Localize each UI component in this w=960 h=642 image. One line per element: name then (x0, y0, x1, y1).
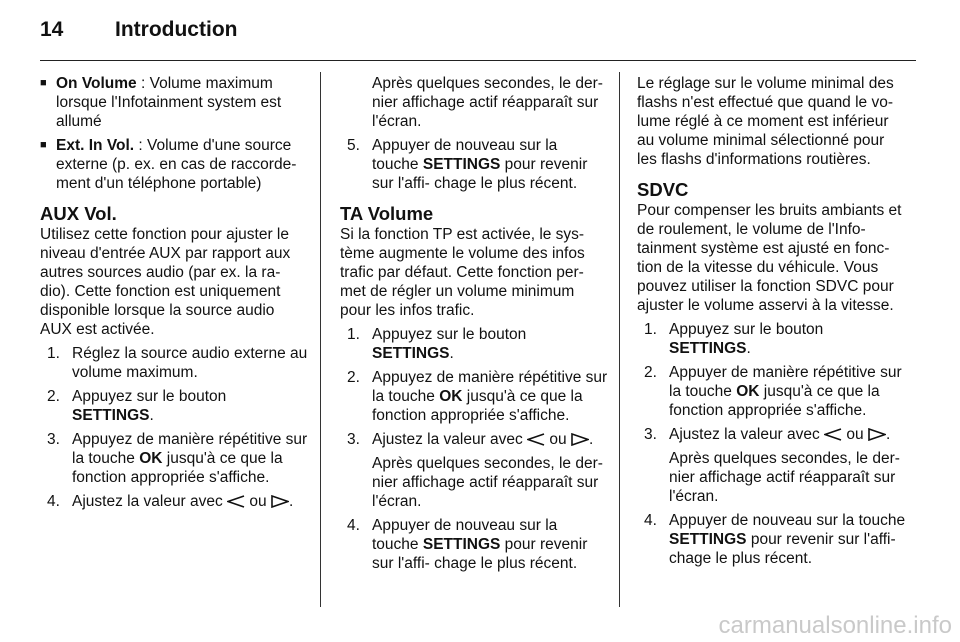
step-number: 1. (347, 326, 360, 343)
step-number: 1. (47, 345, 60, 362)
column-3 (637, 74, 907, 568)
paragraph: Après quelques secondes, le der- nier affichage actif réapparaît sur l'écran. (669, 450, 900, 505)
term: Ext. In Vol. (56, 137, 135, 154)
button-name: OK (736, 383, 760, 400)
step-text: pour revenir sur l'affi- chage le plus récent. (372, 156, 588, 192)
step-number: 2. (347, 369, 360, 386)
step-text: Appuyez sur le bouton (72, 388, 227, 405)
button-name: SETTINGS (72, 407, 150, 424)
step-text: Appuyez de manière répétitive sur la touche (72, 431, 308, 467)
left-triangle-icon (227, 495, 245, 508)
step-text: pour revenir sur l'affi- chage le plus récent. (669, 531, 896, 567)
step-text: Appuyez de manière répétitive sur la touche (372, 369, 608, 405)
section-heading: SDVC (637, 179, 689, 200)
step-text: . (449, 345, 454, 362)
step-text: Ajustez la valeur avec (669, 426, 825, 443)
page-number: 14 (40, 18, 64, 41)
column-2 (340, 74, 608, 573)
button-name: SETTINGS (669, 340, 747, 357)
list-item (347, 430, 608, 449)
step-number: 3. (644, 426, 657, 443)
step-text: Appuyer de nouveau sur la touche (372, 137, 558, 173)
list-item (644, 425, 907, 444)
bullet-square-icon: ■ (40, 139, 47, 151)
list-item (347, 325, 608, 363)
button-name: SETTINGS (422, 536, 501, 553)
step-number: 1. (644, 321, 657, 338)
column-divider (320, 72, 321, 607)
step-text: Appuyez sur le bouton (669, 321, 824, 338)
step-text: Appuyer de nouveau sur la touche (372, 517, 558, 553)
right-triangle-icon (571, 433, 589, 446)
list-item (47, 492, 308, 511)
bullet-item (40, 136, 308, 193)
bullet-text: : Volume maximum lorsque l'Infotainment system est allumé (56, 75, 282, 130)
list-item (644, 511, 907, 568)
step-number: 2. (47, 388, 60, 405)
list-item (47, 430, 308, 487)
page-header (40, 18, 920, 48)
paragraph: Utilisez cette fonction pour ajuster le niveau d'entrée AUX par rapport aux autres sources audio (par ex. la ra- dio). Cette fonction est uniquement disponible lorsque la source audio AUX est activée. (40, 226, 291, 338)
bullet-item (40, 74, 308, 131)
step-text: . (288, 493, 294, 510)
list-item (47, 387, 308, 425)
list-item (47, 344, 308, 382)
right-triangle-icon (868, 428, 886, 441)
step-text: jusqu'à ce que la fonction appropriée s'affiche. (669, 383, 880, 419)
button-name: SETTINGS (372, 345, 450, 362)
list-item (347, 136, 608, 193)
column-1 (40, 74, 308, 511)
step-text: . (149, 407, 154, 424)
step-text: . (746, 340, 751, 357)
step-text: pour revenir sur l'affi- chage le plus récent. (372, 536, 588, 572)
step-text: . (588, 431, 594, 448)
button-name: OK (439, 388, 463, 405)
paragraph: Le réglage sur le volume minimal des flashs n'est effectué que quand le vo- lume réglé à ce moment est inférieur au volume minimal sélectionné pour les flashs d'informations routières. (637, 75, 894, 168)
step-number: 5. (347, 137, 360, 154)
step-number: 4. (347, 517, 360, 534)
step-number: 3. (47, 431, 60, 448)
step-number: 4. (47, 493, 60, 510)
right-triangle-icon (271, 495, 289, 508)
term: On Volume (56, 75, 137, 92)
button-name: SETTINGS (422, 156, 501, 173)
step-number: 4. (644, 512, 657, 529)
paragraph: Pour compenser les bruits ambiants et de roulement, le volume de l'Info- tainment système est ajusté en fonc- tion de la vitesse du véhicule. Vous pouvez utiliser la fonction SDVC pour ajuster le volume asservi à la vitesse. (637, 202, 902, 314)
bullet-square-icon: ■ (40, 77, 47, 89)
step-text: Appuyer de manière répétitive sur la touche (669, 364, 902, 400)
left-triangle-icon (824, 428, 842, 441)
column-divider (619, 72, 620, 607)
paragraph: Si la fonction TP est activée, le sys- tème augmente le volume des infos trafic par défaut. Cette fonction per- met de régler un volume minimum pour les infos trafic. (340, 226, 585, 319)
step-text: Ajustez la valeur avec (372, 431, 528, 448)
step-text: ou (245, 493, 271, 510)
paragraph: Après quelques secondes, le der- nier affichage actif réapparaît sur l'écran. (372, 455, 603, 510)
step-text: jusqu'à ce que la fonction appropriée s'affiche. (372, 388, 583, 424)
bullet-text: : Volume d'une source externe (p. ex. en cas de raccorde- ment d'un téléphone portable) (56, 137, 297, 192)
step-text: . (885, 426, 891, 443)
watermark: carmanualsonline.info (718, 612, 952, 639)
step-number: 3. (347, 431, 360, 448)
paragraph: Après quelques secondes, le der- nier affichage actif réapparaît sur l'écran. (372, 75, 603, 130)
step-number: 2. (644, 364, 657, 381)
left-triangle-icon (527, 433, 545, 446)
button-name: SETTINGS (669, 531, 747, 548)
step-text: ou (842, 426, 868, 443)
step-text: Appuyer de nouveau sur la touche (669, 512, 906, 529)
section-heading: TA Volume (340, 203, 434, 224)
step-text: Appuyez sur le bouton (372, 326, 527, 343)
list-item (644, 363, 907, 420)
step-text: ou (545, 431, 571, 448)
step-text: Réglez la source audio externe au volume maximum. (72, 345, 308, 381)
list-item (644, 320, 907, 358)
header-rule (40, 60, 916, 61)
step-text: Ajustez la valeur avec (72, 493, 228, 510)
button-name: OK (139, 450, 163, 467)
section-heading: AUX Vol. (40, 203, 117, 224)
page-title: Introduction (115, 18, 238, 41)
step-text: jusqu'à ce que la fonction appropriée s'affiche. (72, 450, 283, 486)
list-item (347, 368, 608, 425)
list-item (347, 516, 608, 573)
